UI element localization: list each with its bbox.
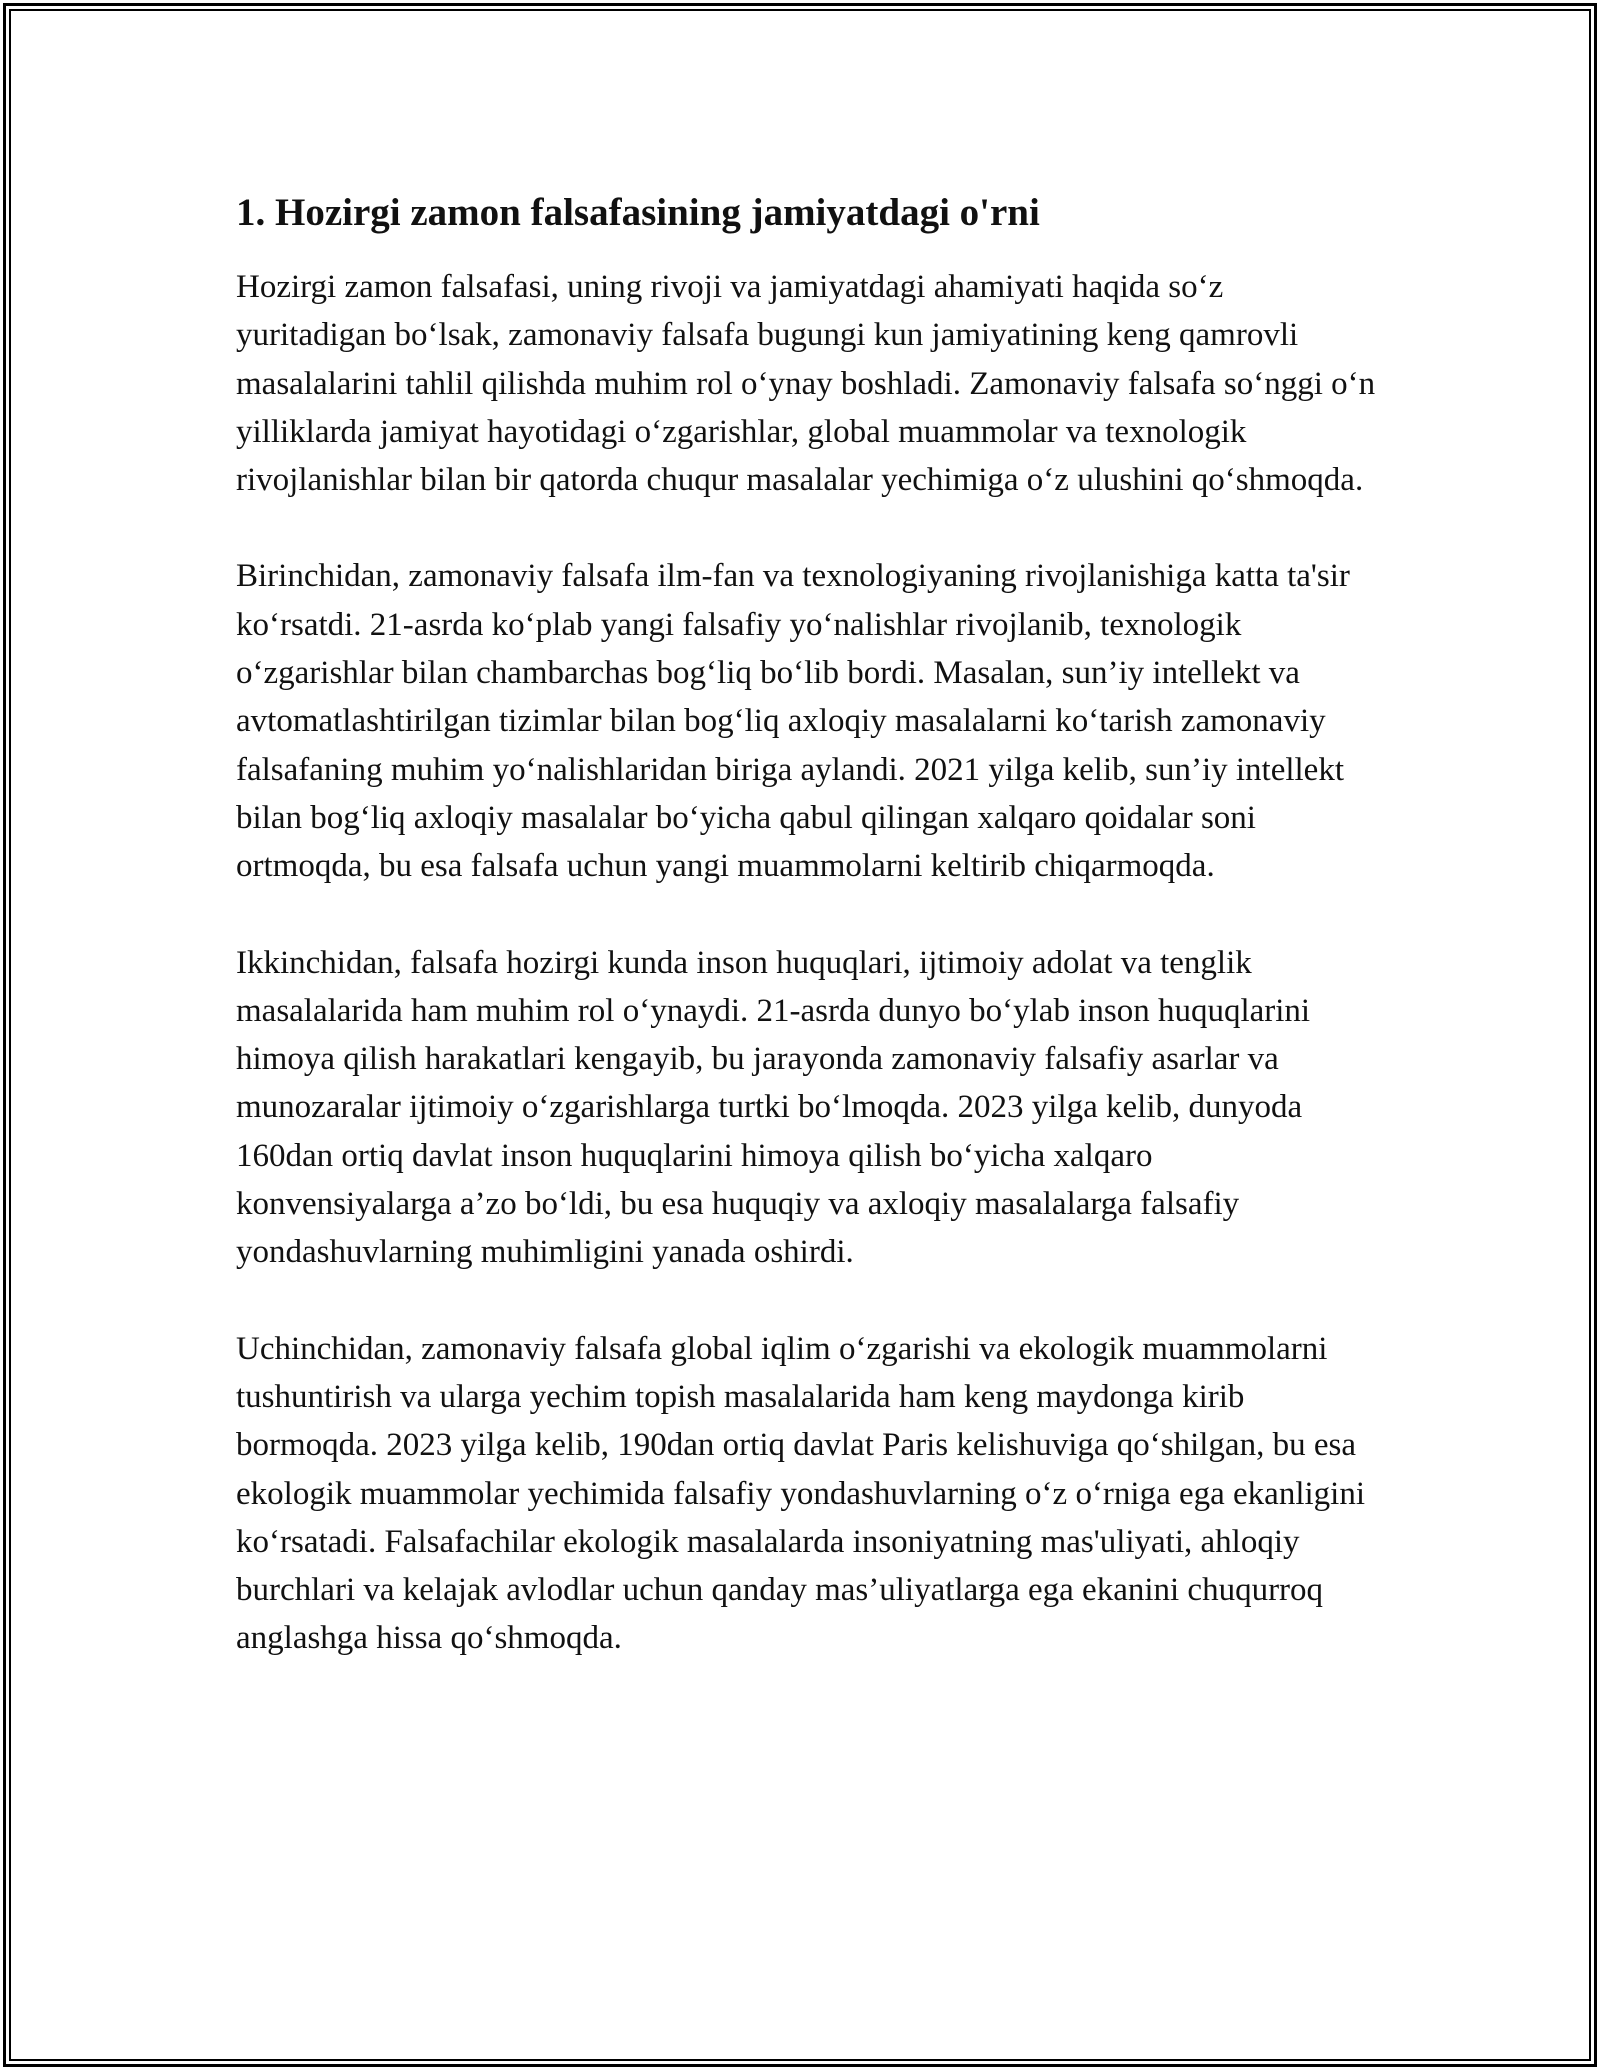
- paragraph-second: Ikkinchidan, falsafa hozirgi kunda inson huquqlari, ijtimoiy adolat va tenglik masalalarida ham muhim rol o‘ynaydi. 21-asrda dunyo bo‘ylab inson huquqlarini himoya qilish harakatlari kengayib, bu jarayonda zamonaviy falsafiy asarlar va munozaralar ijtimoiy o‘zgarishlarga turtki bo‘lmoqda. 2023 yilga kelib, dunyoda 160dan ortiq davlat inson huquqlarini himoya qilish bo‘yicha xalqaro konvensiyalarga a’zo bo‘ldi, bu esa huquqiy va axloqiy masalalarga falsafiy yondashuvlarning muhimligini yanada oshirdi.: [236, 944, 1311, 1271]
- paragraph-intro: Hozirgi zamon falsafasi, uning rivoji va jamiyatdagi ahamiyati haqida so‘z yuritadigan bo‘lsak, zamonaviy falsafa bugungi kun jamiyatining keng qamrovli masalalarini tahlil qilishda muhim rol o‘ynay boshladi. Zamonaviy falsafa so‘nggi o‘n yilliklarda jamiyat hayotidagi o‘zgarishlar, global muammolar va texnologik rivojlanishlar bilan bir qatorda chuqur masalalar yechimiga o‘z ulushini qo‘shmoqda.: [236, 269, 1376, 499]
- document-body: [236, 185, 1376, 1711]
- section-title: 1. Hozirgi zamon falsafasining jamiyatdagi o'rni: [236, 191, 1040, 234]
- paragraph-first: Birinchidan, zamonaviy falsafa ilm-fan va texnologiyaning rivojlanishiga katta ta'sir ko‘rsatdi. 21-asrda ko‘plab yangi falsafiy yo‘nalishlar rivojlanib, texnologik o‘zgarishlar bilan chambarchas bog‘liq bo‘lib bordi. Masalan, sun’iy intellekt va avtomatlashtirilgan tizimlar bilan bog‘liq axloqiy masalalarni ko‘tarish zamonaviy falsafaning muhim yo‘nalishlaridan biriga aylandi. 2021 yilga kelib, sun’iy intellekt bilan bog‘liq axloqiy masalalar bo‘yicha qabul qilingan xalqaro qoidalar soni ortmoqda, bu esa falsafa uchun yangi muammolarni keltirib chiqarmoqda.: [236, 558, 1350, 885]
- paragraph-third: Uchinchidan, zamonaviy falsafa global iqlim o‘zgarishi va ekologik muammolarni tushuntirish va ularga yechim topish masalalarida ham keng maydonga kirib bormoqda. 2023 yilga kelib, 190dan ortiq davlat Paris kelishuviga qo‘shilgan, bu esa ekologik muammolar yechimida falsafiy yondashuvlarning o‘z o‘rniga ega ekanligini ko‘rsatadi. Falsafachilar ekologik masalalarda insoniyatning mas'uliyati, ahloqiy burchlari va kelajak avlodlar uchun qanday mas’uliyatlarga ega ekanini chuqurroq anglashga hissa qo‘shmoqda.: [236, 1330, 1365, 1657]
